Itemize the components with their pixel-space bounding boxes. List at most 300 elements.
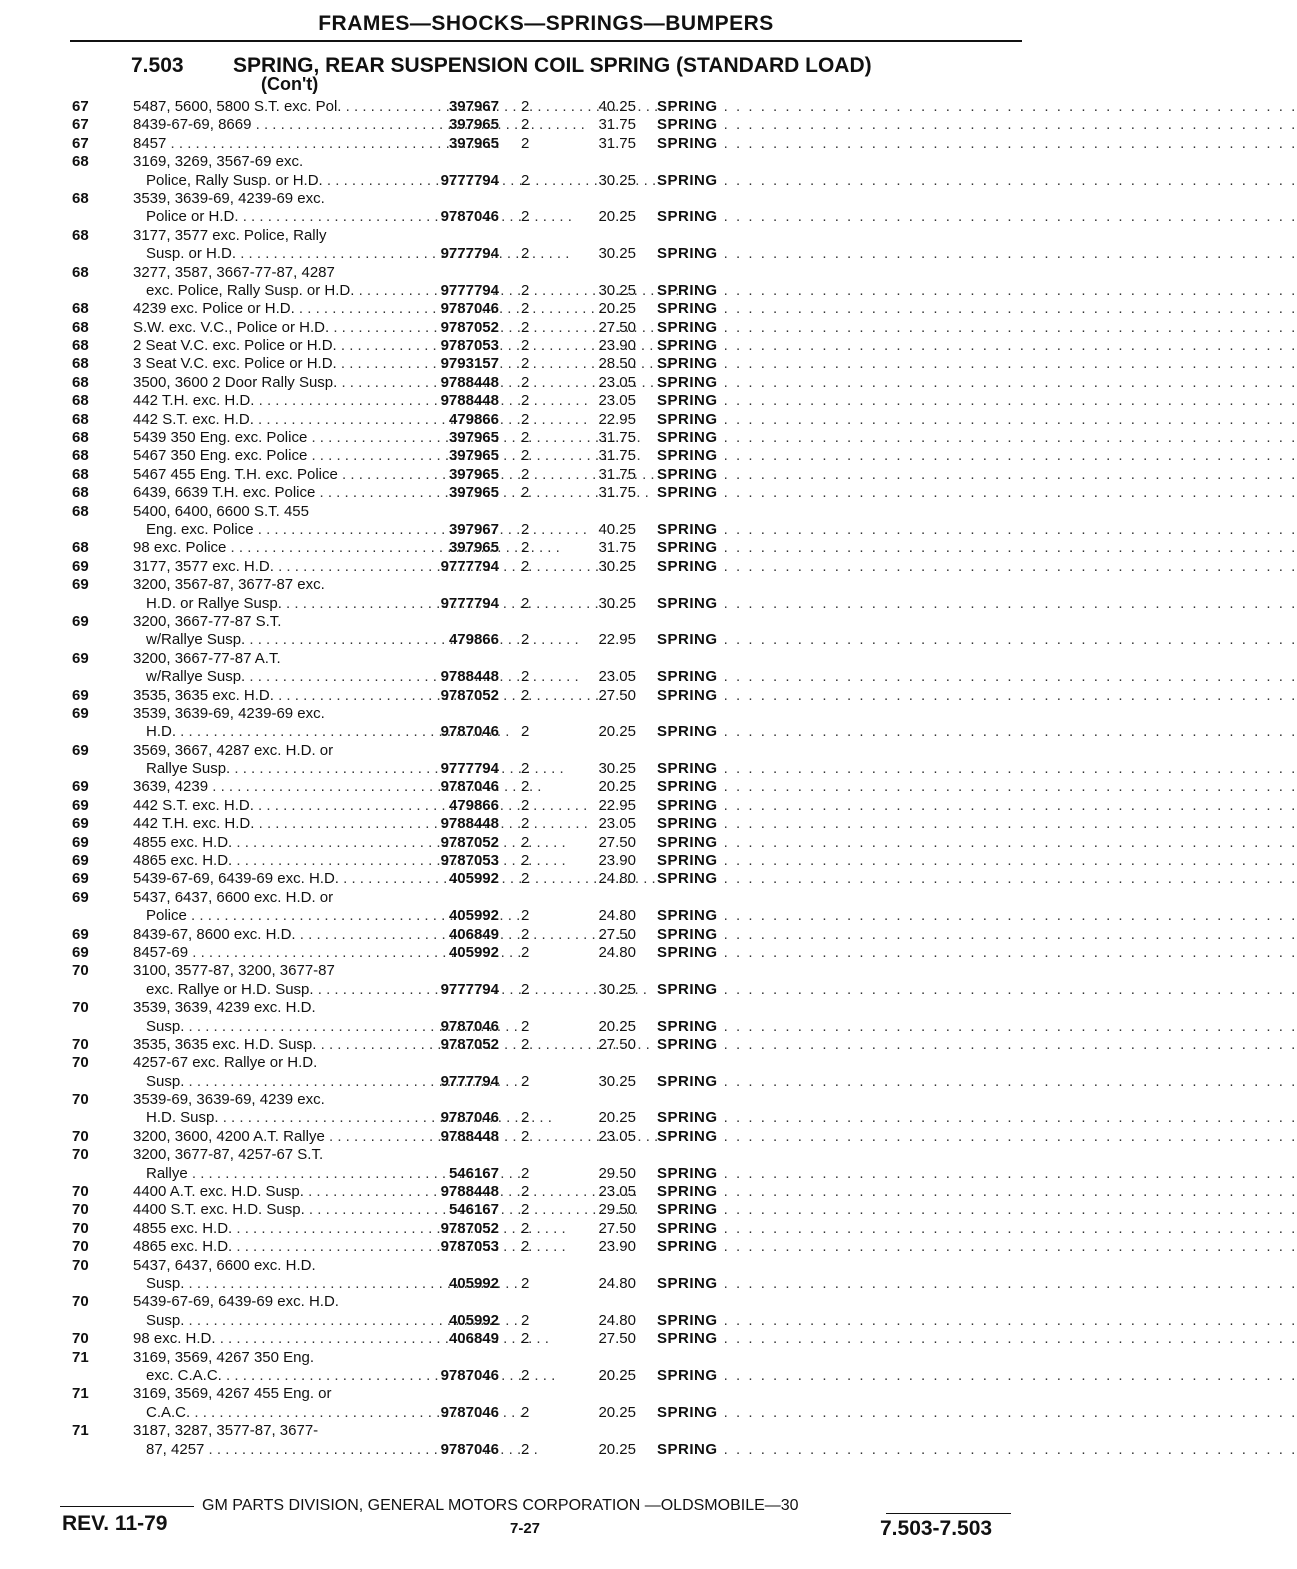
application-description: C.A.C. . . . [146, 1404, 401, 1422]
model-year: 69 [72, 741, 89, 759]
leader-dots: . . . . . . . . . . . . . . . . . . . . . . . . . . . . . . . . . . . . . . . . . . . . . . . [717, 925, 1297, 943]
application-description: 4239 exc. Police or H.D. . . . [133, 300, 401, 318]
list-item-line [0, 1257, 1084, 1275]
leader-dots: . . . . . . . . . . . . . . . . . . . . . . . . . . . . . . . . . . . . . . . . . . . . . . . [717, 833, 1297, 851]
list-item-line [0, 742, 1084, 760]
model-year: 67 [72, 134, 89, 152]
page-header: FRAMES—SHOCKS—SPRINGS—BUMPERS [318, 12, 774, 35]
quantity: 2 [521, 484, 530, 502]
leader-dots: . . . . . . . . . . . . . . . . . . . . . . . . . . . . . . . . . . . . . . . . . . . . . . . [717, 98, 1297, 115]
list-item-line [0, 668, 1297, 686]
model-year: 68 [72, 484, 89, 502]
leader-dots: . . . . . . . . . . . . . . . . . . . . . . . . . . . . . . . . . . . . . . . . . . . . . . . [717, 447, 1297, 465]
quantity: 2 [521, 208, 530, 226]
price: 31.75 [598, 484, 636, 502]
list-item-line [0, 171, 1297, 190]
leader-dots: . . . . . . . . . . . . . . . . . . . . . . . . . . . . . . . . . . . . . . . . . . . . . . . [717, 1311, 1297, 1329]
model-year: 69 [72, 833, 89, 851]
list-item-line [0, 613, 1084, 631]
application-description: 3200, 3600, 4200 A.T. Rallye . . . [133, 1128, 401, 1146]
list-item-line [0, 318, 1297, 337]
application-description: 3539, 3639-69, 4239-69 exc. [133, 189, 325, 207]
part-name-cell [657, 318, 1297, 337]
quantity: 2 [521, 392, 530, 410]
part-name: SPRING [657, 925, 718, 943]
part-name: SPRING [657, 447, 718, 465]
part-number: 9787053 [440, 337, 499, 355]
application-description: Susp. . . . [146, 1312, 401, 1330]
list-item-line [0, 631, 1297, 649]
price: 31.75 [598, 539, 636, 557]
header-rule [70, 40, 1022, 42]
leader-dots: . . . . . . . . . . . . . . . . . . . . . . . . . . . . . . . . . . . . . . . . . . . . . . . [717, 907, 1297, 925]
application-description: 8457 . . . [133, 135, 401, 153]
part-number: 397967 [448, 98, 499, 115]
price: 31.75 [598, 429, 636, 447]
price: 27.50 [598, 318, 636, 336]
part-name: SPRING [657, 907, 718, 925]
part-name-cell [657, 447, 1297, 465]
application-description: 3277, 3587, 3667-77-87, 4287 [133, 263, 335, 281]
price: 24.80 [598, 907, 636, 925]
application-description: exc. Rallye or H.D. Susp. . . . [146, 981, 401, 999]
leader-dots: . . . . . . . . . . . . . . . . . . . . . . . . . . . . . . . . . . . . . . . . . . . . . . . [717, 668, 1297, 686]
model-year: 70 [72, 1091, 89, 1109]
quantity: 2 [521, 465, 530, 483]
list-item [0, 1146, 1297, 1183]
part-name: SPRING [657, 1366, 718, 1384]
part-name-cell [657, 281, 1297, 300]
section-title: SPRING, REAR SUSPENSION COIL SPRING (STANDARD LOAD) [233, 54, 872, 77]
list-item [0, 355, 1297, 373]
leader-dots: . . . . . . . . . . . . . . . . . . . . . . . . . . . . . . . . . . . . . . . . . . . . . . . [717, 1238, 1297, 1256]
model-year: 68 [72, 447, 89, 465]
quantity: 2 [521, 557, 530, 575]
application-description: 3200, 3667-77-87 S.T. [133, 612, 282, 630]
quantity: 2 [521, 1183, 530, 1201]
price: 24.80 [598, 870, 636, 888]
model-year: 70 [72, 1293, 89, 1311]
application-description: 3177, 3577 exc. Police, Rally [133, 226, 327, 244]
application-description: 98 exc. Police . . . [133, 539, 401, 557]
part-number: 9787046 [440, 1109, 499, 1127]
leader-dots: . . . . . . . . . . . . . . . . . . . . . . . . . . . . . . . . . . . . . . . . . . . . . . . [717, 1164, 1297, 1182]
list-item [0, 373, 1297, 392]
list-item [0, 1348, 1297, 1386]
price: 23.05 [598, 1127, 636, 1145]
application-description: 442 S.T. exc. H.D. . . . [133, 411, 401, 429]
part-number: 479866 [448, 796, 499, 814]
application-description: 8439-67-69, 8669 . . . [133, 116, 401, 134]
leader-dots: . . . . . . . . . . . . . . . . . . . . . . . . . . . . . . . . . . . . . . . . . . . . . . . [717, 760, 1297, 778]
leader-dots: . . . . . . . . . . . . . . . . . . . . . . . . . . . . . . . . . . . . . . . . . . . . . . . [717, 539, 1297, 557]
model-year: 70 [72, 999, 89, 1017]
price: 20.25 [598, 300, 636, 318]
application-description: 3100, 3577-87, 3200, 3677-87 [133, 962, 335, 980]
list-item-line [0, 227, 1084, 245]
application-description: 3169, 3569, 4267 350 Eng. [133, 1348, 314, 1366]
price: 23.05 [598, 373, 636, 391]
part-number: 9787046 [440, 1017, 499, 1035]
application-description: 8457-69 . . . [133, 944, 401, 962]
application-description: Susp. or H.D. . . . [146, 245, 401, 263]
price: 23.05 [598, 392, 636, 410]
list-item-line [0, 520, 1297, 539]
section-continued: (Con't) [261, 74, 319, 94]
price: 27.50 [598, 1330, 636, 1348]
price: 23.90 [598, 1238, 636, 1256]
list-item [0, 153, 1297, 190]
part-name-cell [657, 429, 1297, 447]
application-description: 3169, 3569, 4267 455 Eng. or [133, 1385, 332, 1403]
list-item-line [0, 557, 1297, 576]
part-name: SPRING [657, 539, 718, 557]
model-year: 68 [72, 410, 89, 428]
application-description: 6439, 6639 T.H. exc. Police . . . [133, 484, 401, 502]
application-description: 442 S.T. exc. H.D. . . . [133, 797, 401, 815]
quantity: 2 [521, 1017, 530, 1035]
list-item-line [0, 576, 1084, 594]
quantity: 2 [521, 1366, 530, 1384]
part-name-cell [657, 1017, 1297, 1036]
application-description: 5437, 6437, 6600 exc. H.D. [133, 1256, 316, 1274]
part-name-cell [657, 1366, 1297, 1385]
price: 31.75 [598, 447, 636, 465]
parts-list [0, 98, 1297, 1459]
quantity: 2 [521, 539, 530, 557]
list-item [0, 465, 1297, 484]
application-description: S.W. exc. V.C., Police or H.D. . . . [133, 319, 401, 337]
application-description: exc. C.A.C. . . . [146, 1367, 401, 1385]
application-description: 4257-67 exc. Rallye or H.D. [133, 1054, 318, 1072]
part-number: 405992 [448, 870, 499, 888]
model-year: 68 [72, 429, 89, 447]
part-number: 397965 [448, 539, 499, 557]
leader-dots: . . . . . . . . . . . . . . . . . . . . . . . . . . . . . . . . . . . . . . . . . . . . . . . [717, 557, 1297, 575]
model-year: 70 [72, 1219, 89, 1237]
model-year: 67 [72, 116, 89, 134]
model-year: 68 [72, 539, 89, 557]
list-item [0, 189, 1297, 227]
leader-dots: . . . . . . . . . . . . . . . . . . . . . . . . . . . . . . . . . . . . . . . . . . . . . . . [717, 134, 1297, 152]
quantity: 2 [521, 943, 530, 961]
list-item-line [0, 1054, 1084, 1072]
part-name-cell [657, 815, 1297, 833]
application-description: 5467 455 Eng. T.H. exc. Police . . . [133, 466, 401, 484]
model-year: 69 [72, 686, 89, 704]
model-year: 71 [72, 1348, 89, 1366]
list-item-line [0, 1238, 1297, 1256]
list-item-line [0, 650, 1084, 668]
part-number: 479866 [448, 631, 499, 649]
part-name: SPRING [657, 1440, 718, 1458]
application-description: 3 Seat V.C. exc. Police or H.D. . . . [133, 355, 401, 373]
part-number: 9787046 [440, 1440, 499, 1458]
quantity: 2 [521, 134, 530, 152]
price: 30.25 [598, 594, 636, 612]
application-description: Susp. . . . [146, 1018, 401, 1036]
quantity: 2 [521, 815, 530, 833]
part-name-cell [657, 1164, 1297, 1183]
part-name: SPRING [657, 1035, 718, 1053]
list-item-line [0, 134, 1297, 153]
application-description: 5437, 6437, 6600 exc. H.D. or [133, 888, 334, 906]
part-name-cell [657, 1072, 1297, 1091]
part-name-cell [657, 355, 1297, 373]
part-name: SPRING [657, 1275, 718, 1292]
model-year: 70 [72, 1256, 89, 1274]
list-item-line [0, 907, 1297, 925]
model-year: 69 [72, 576, 89, 594]
application-description: 5487, 5600, 5800 S.T. exc. Pol. . . . [133, 98, 401, 116]
part-name-cell [657, 300, 1297, 318]
part-name: SPRING [657, 686, 718, 704]
leader-dots: . . . . . . . . . . . . . . . . . . . . . . . . . . . . . . . . . . . . . . . . . . . . . . . [717, 778, 1297, 796]
quantity: 2 [521, 1201, 530, 1219]
price: 30.25 [598, 171, 636, 189]
list-item-line [0, 889, 1084, 907]
part-number: 9777794 [440, 245, 499, 263]
list-item [0, 833, 1297, 852]
leader-dots: . . . . . . . . . . . . . . . . . . . . . . . . . . . . . . . . . . . . . . . . . . . . . . . [717, 429, 1297, 447]
part-number: 9787046 [440, 723, 499, 741]
part-number: 9787046 [440, 778, 499, 796]
leader-dots: . . . . . . . . . . . . . . . . . . . . . . . . . . . . . . . . . . . . . . . . . . . . . . . [717, 870, 1297, 888]
part-number: 9788448 [440, 373, 499, 391]
price: 30.25 [598, 980, 636, 998]
list-item-line [0, 1349, 1084, 1367]
model-year: 70 [72, 1127, 89, 1145]
part-number: 9787053 [440, 852, 499, 870]
part-name: SPRING [657, 355, 718, 373]
part-name: SPRING [657, 760, 718, 778]
list-item [0, 539, 1297, 557]
list-item-line [0, 355, 1297, 373]
list-item-line [0, 723, 1297, 741]
part-name-cell [657, 1201, 1297, 1219]
part-name: SPRING [657, 1127, 718, 1145]
list-item [0, 962, 1297, 999]
list-item [0, 98, 1297, 116]
part-number: 9787046 [440, 1366, 499, 1384]
price: 23.05 [598, 1183, 636, 1201]
model-year: 69 [72, 943, 89, 961]
quantity: 2 [521, 870, 530, 888]
quantity: 2 [521, 1403, 530, 1421]
part-name: SPRING [657, 520, 718, 538]
part-number: 397965 [448, 465, 499, 483]
footer-rule-right [886, 1513, 1011, 1514]
part-name: SPRING [657, 98, 718, 115]
list-item-line [0, 760, 1297, 778]
part-name: SPRING [657, 1164, 718, 1182]
part-name: SPRING [657, 429, 718, 447]
part-name-cell [657, 1275, 1297, 1293]
list-item [0, 318, 1297, 337]
part-number: 9777794 [440, 760, 499, 778]
footer-revision: REV. 11-79 [62, 1512, 168, 1535]
leader-dots: . . . . . . . . . . . . . . . . . . . . . . . . . . . . . . . . . . . . . . . . . . . . . . . [717, 373, 1297, 391]
list-item-line [0, 1330, 1297, 1348]
price: 27.50 [598, 833, 636, 851]
part-name: SPRING [657, 796, 718, 814]
list-item [0, 925, 1297, 944]
quantity: 2 [521, 116, 530, 134]
leader-dots: . . . . . . . . . . . . . . . . . . . . . . . . . . . . . . . . . . . . . . . . . . . . . . . [717, 1330, 1297, 1348]
application-description: 98 exc. H.D. . . . [133, 1330, 401, 1348]
part-name: SPRING [657, 1109, 718, 1127]
model-year: 67 [72, 98, 89, 115]
part-number: 9788448 [440, 392, 499, 410]
part-name-cell [657, 484, 1297, 502]
part-number: 9787046 [440, 1403, 499, 1421]
part-number: 9777794 [440, 171, 499, 189]
quantity: 2 [521, 281, 530, 299]
leader-dots: . . . . . . . . . . . . . . . . . . . . . . . . . . . . . . . . . . . . . . . . . . . . . . . [717, 300, 1297, 318]
part-name-cell [657, 373, 1297, 392]
part-name: SPRING [657, 245, 718, 263]
list-item-line [0, 1017, 1297, 1036]
application-description: 3177, 3577 exc. H.D. . . . [133, 558, 401, 576]
part-number: 397967 [448, 520, 499, 538]
model-year: 68 [72, 373, 89, 391]
model-year: 68 [72, 355, 89, 373]
leader-dots: . . . . . . . . . . . . . . . . . . . . . . . . . . . . . . . . . . . . . . . . . . . . . . . [717, 355, 1297, 373]
part-name: SPRING [657, 208, 718, 226]
part-name: SPRING [657, 980, 718, 998]
part-name-cell [657, 1238, 1297, 1256]
price: 31.75 [598, 116, 636, 134]
price: 23.05 [598, 668, 636, 686]
application-description: 5439 350 Eng. exc. Police . . . [133, 429, 401, 447]
part-number: 9787052 [440, 1219, 499, 1237]
leader-dots: . . . . . . . . . . . . . . . . . . . . . . . . . . . . . . . . . . . . . . . . . . . . . . . [717, 980, 1297, 998]
part-number: 546167 [448, 1201, 499, 1219]
quantity: 2 [521, 447, 530, 465]
list-item [0, 704, 1297, 742]
list-item-line [0, 1201, 1297, 1219]
quantity: 2 [521, 980, 530, 998]
part-number: 9788448 [440, 1183, 499, 1201]
part-name-cell [657, 539, 1297, 557]
application-description: 442 T.H. exc. H.D. . . . [133, 815, 401, 833]
quantity: 2 [521, 723, 530, 741]
leader-dots: . . . . . . . . . . . . . . . . . . . . . . . . . . . . . . . . . . . . . . . . . . . . . . . [717, 1275, 1297, 1292]
list-item [0, 1293, 1297, 1330]
price: 20.25 [598, 1403, 636, 1421]
part-number: 9788448 [440, 668, 499, 686]
quantity: 2 [521, 171, 530, 189]
list-item [0, 741, 1297, 779]
quantity: 2 [521, 98, 530, 115]
quantity: 2 [521, 318, 530, 336]
list-item [0, 1035, 1297, 1054]
application-description: w/Rallye Susp. . . . [146, 668, 401, 686]
price: 24.80 [598, 1311, 636, 1329]
list-item-line [0, 300, 1297, 318]
part-name: SPRING [657, 631, 718, 649]
list-item [0, 1219, 1297, 1238]
application-description: exc. Police, Rally Susp. or H.D. . . . [146, 282, 401, 300]
model-year: 70 [72, 1201, 89, 1219]
quantity: 2 [521, 852, 530, 870]
quantity: 2 [521, 631, 530, 649]
price: 27.50 [598, 1219, 636, 1237]
list-item [0, 1256, 1297, 1294]
list-item-line [0, 1183, 1297, 1201]
list-item-line [0, 925, 1297, 944]
quantity: 2 [521, 1238, 530, 1256]
part-number: 9777794 [440, 557, 499, 575]
model-year: 70 [72, 1183, 89, 1201]
list-item-line [0, 1091, 1084, 1109]
list-item-line [0, 796, 1297, 815]
application-description: Eng. exc. Police . . . [146, 521, 401, 539]
quantity: 2 [521, 373, 530, 391]
part-name: SPRING [657, 1201, 718, 1219]
application-description: 4865 exc. H.D. . . . [133, 852, 401, 870]
model-year: 68 [72, 189, 89, 207]
part-number: 9777794 [440, 281, 499, 299]
list-item-line [0, 503, 1084, 521]
part-name: SPRING [657, 318, 718, 336]
list-item-line [0, 1109, 1297, 1127]
part-name: SPRING [657, 815, 718, 833]
part-number: 406849 [448, 1330, 499, 1348]
price: 20.25 [598, 208, 636, 226]
list-item [0, 612, 1297, 650]
application-description: 3539, 3639, 4239 exc. H.D. [133, 999, 316, 1017]
part-name: SPRING [657, 116, 718, 134]
price: 27.50 [598, 1035, 636, 1053]
part-number: 397965 [448, 134, 499, 152]
list-item [0, 999, 1297, 1036]
price: 40.25 [598, 520, 636, 538]
leader-dots: . . . . . . . . . . . . . . . . . . . . . . . . . . . . . . . . . . . . . . . . . . . . . . . [717, 1366, 1297, 1384]
list-item [0, 1127, 1297, 1146]
application-description: Police or H.D. . . . [146, 208, 401, 226]
leader-dots: . . . . . . . . . . . . . . . . . . . . . . . . . . . . . . . . . . . . . . . . . . . . . . . [717, 796, 1297, 814]
list-item-line [0, 705, 1084, 723]
leader-dots: . . . . . . . . . . . . . . . . . . . . . . . . . . . . . . . . . . . . . . . . . . . . . . . [717, 852, 1297, 870]
model-year: 69 [72, 870, 89, 888]
list-item [0, 778, 1297, 796]
part-name: SPRING [657, 870, 718, 888]
part-number: 479866 [448, 410, 499, 428]
quantity: 2 [521, 429, 530, 447]
price: 20.25 [598, 723, 636, 741]
part-name-cell [657, 1219, 1297, 1238]
part-name-cell [657, 778, 1297, 796]
price: 31.75 [598, 134, 636, 152]
model-year: 69 [72, 704, 89, 722]
list-item-line [0, 870, 1297, 888]
application-description: 3200, 3567-87, 3677-87 exc. [133, 576, 325, 594]
list-item-line [0, 281, 1297, 300]
part-name-cell [657, 760, 1297, 778]
part-name: SPRING [657, 484, 718, 502]
list-item-line [0, 1035, 1297, 1054]
price: 23.90 [598, 852, 636, 870]
application-description: 2 Seat V.C. exc. Police or H.D. . . . [133, 337, 401, 355]
list-item-line [0, 208, 1297, 226]
list-item-line [0, 686, 1297, 705]
leader-dots: . . . . . . . . . . . . . . . . . . . . . . . . . . . . . . . . . . . . . . . . . . . . . . . [717, 723, 1297, 741]
leader-dots: . . . . . . . . . . . . . . . . . . . . . . . . . . . . . . . . . . . . . . . . . . . . . . . [717, 1403, 1297, 1421]
application-description: 3569, 3667, 4287 exc. H.D. or [133, 741, 334, 759]
leader-dots: . . . . . . . . . . . . . . . . . . . . . . . . . . . . . . . . . . . . . . . . . . . . . . . [717, 171, 1297, 189]
model-year: 68 [72, 337, 89, 355]
